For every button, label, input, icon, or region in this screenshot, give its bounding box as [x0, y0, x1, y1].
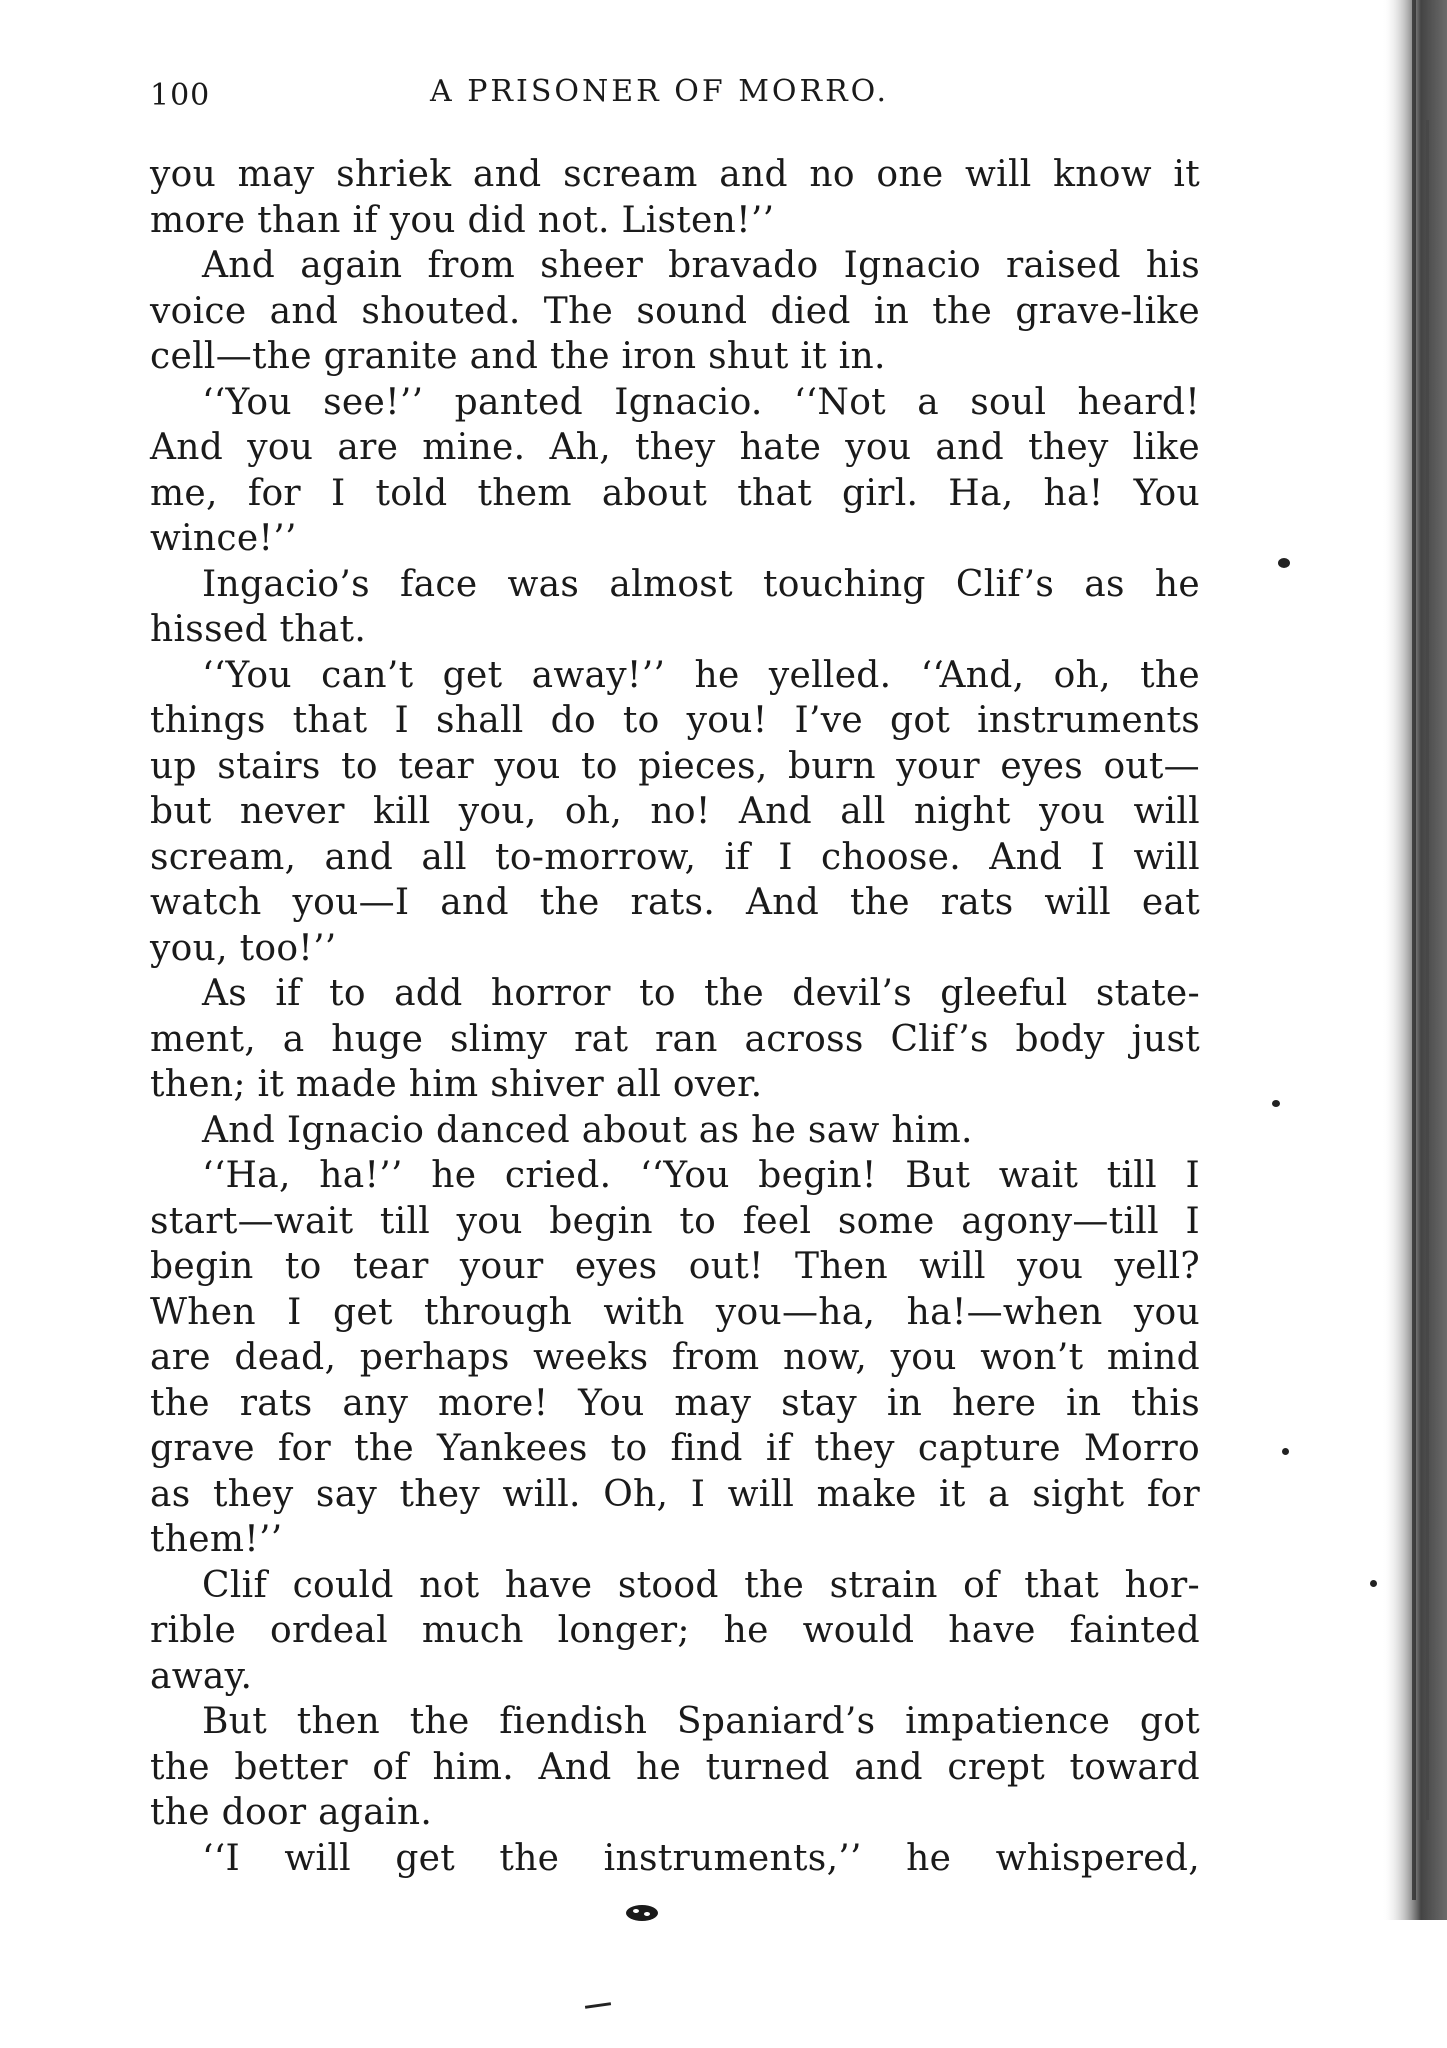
text-line: ‘‘Ha, ha!’’ he cried. ‘‘You begin! But wait till I	[202, 1155, 1200, 1196]
text-line: then; it made him shiver all over.	[150, 1064, 763, 1105]
text-line: ment, a huge slimy rat ran across Clif’s body just	[150, 1018, 1200, 1060]
text-line: the rats any more! You may stay in here in this	[150, 1382, 1200, 1424]
text-line: cell—the granite and the iron shut it in.	[150, 336, 886, 377]
stray-mark	[1272, 1100, 1280, 1107]
text-line: you, too!’’	[150, 927, 337, 969]
text-line: start—wait till you begin to feel some agony—till I	[150, 1200, 1200, 1242]
text-line: you may shriek and scream and no one will know it	[150, 154, 1200, 195]
text-line: ‘‘I will get the instruments,’’ he whispered,	[202, 1837, 1200, 1879]
text-line: And again from sheer bravado Ignacio raised his	[202, 245, 1200, 286]
text-line: And you are mine. Ah, they hate you and they like	[150, 427, 1200, 468]
text-line: up stairs to tear you to pieces, burn your eyes out—	[150, 745, 1200, 787]
text-line: the better of him. And he turned and crept toward	[150, 1746, 1200, 1788]
text-line: And Ignacio danced about as he saw him.	[202, 1109, 973, 1151]
text-line: ‘‘You can’t get away!’’ he yelled. ‘‘And, oh, the	[202, 654, 1200, 696]
running-title: A PRISONER OF MORRO.	[430, 74, 890, 109]
text-line: rible ordeal much longer; he would have fainted	[150, 1610, 1200, 1651]
printer-ornament-icon	[622, 1902, 662, 1924]
text-line: When I get through with you—ha, ha!—when you	[150, 1291, 1200, 1333]
stray-mark	[585, 2002, 611, 2009]
text-line: As if to add horror to the devil’s gleeful state-	[202, 973, 1200, 1014]
text-line: begin to tear your eyes out! Then will you yell?	[150, 1246, 1200, 1287]
text-line: away.	[150, 1655, 253, 1697]
text-line: wince!’’	[150, 518, 297, 559]
text-line: more than if you did not. Listen!’’	[150, 199, 775, 241]
text-line: as they say they will. Oh, I will make it a sight for	[150, 1473, 1200, 1515]
text-line: hissed that.	[150, 609, 367, 650]
text-line: me, for I told them about that girl. Ha, ha! You	[150, 472, 1200, 514]
text-line: ‘‘You see!’’ panted Ignacio. ‘‘Not a soul heard!	[202, 381, 1200, 423]
stray-mark	[1282, 1448, 1289, 1455]
stray-mark	[1278, 558, 1290, 568]
text-line: grave for the Yankees to find if they capture Morro	[150, 1428, 1200, 1469]
text-line: the door again.	[150, 1792, 433, 1833]
text-line: are dead, perhaps weeks from now, you won’t mind	[150, 1337, 1200, 1378]
text-line: them!’’	[150, 1519, 283, 1560]
body-text	[150, 152, 1200, 1881]
stray-mark	[1370, 1580, 1377, 1587]
text-line: watch you—I and the rats. And the rats will eat	[150, 882, 1200, 923]
text-line: but never kill you, oh, no! And all night you will	[150, 791, 1200, 832]
text-line: Clif could not have stood the strain of that hor-	[202, 1564, 1200, 1606]
text-line: scream, and all to-morrow, if I choose. And I will	[150, 836, 1200, 878]
text-line: things that I shall do to you! I’ve got instruments	[150, 700, 1200, 741]
text-line: Ingacio’s face was almost touching Clif’s as he	[202, 563, 1200, 605]
text-line: But then the fiendish Spaniard’s impatience got	[202, 1701, 1200, 1742]
page-edge-stain	[1382, 0, 1447, 2048]
page-number: 100	[150, 78, 211, 113]
text-line: voice and shouted. The sound died in the grave-like	[150, 290, 1200, 332]
